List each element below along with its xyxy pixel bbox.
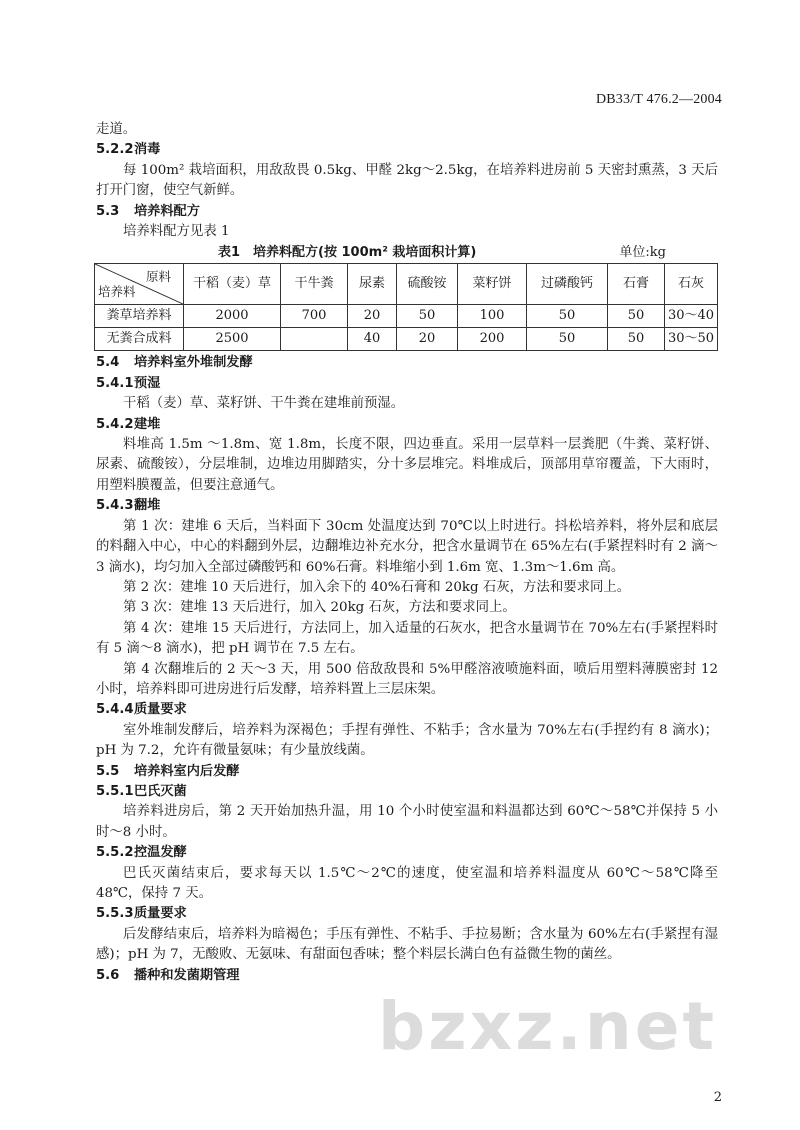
section-heading bbox=[96, 904, 718, 924]
section-heading bbox=[96, 374, 718, 394]
section-title: 消毒 bbox=[134, 142, 161, 158]
table-cell: 50 bbox=[608, 328, 665, 351]
page-number: 2 bbox=[713, 1090, 722, 1105]
section-heading bbox=[96, 843, 718, 863]
paragraph: 第 4 次：建堆 15 天后进行，方法同上，加入适量的石灰水，把含水量调节在 70%左右(手紧捏料时有 5 滴～8 滴水)，把 pH 调节在 7.5 左右。 bbox=[96, 620, 718, 657]
paragraph: 每 100m² 栽培面积，用敌敌畏 0.5kg、甲醛 2kg～2.5kg，在培养料进房前 5 天密封熏蒸，3 天后打开门窗，使空气新鲜。 bbox=[96, 162, 718, 199]
section-number: 5.4 bbox=[96, 355, 120, 371]
section-heading bbox=[96, 140, 718, 160]
section-title: 预湿 bbox=[134, 375, 161, 391]
section-number: 5.4.2 bbox=[96, 416, 134, 432]
document-body bbox=[96, 120, 718, 986]
section-number: 5.5.1 bbox=[96, 783, 134, 799]
table-row bbox=[95, 305, 718, 328]
section-number: 5.5 bbox=[96, 763, 120, 779]
section-title: 质量要求 bbox=[134, 702, 187, 718]
section-number: 5.6 bbox=[96, 967, 120, 983]
table-cell: 20 bbox=[397, 328, 458, 351]
section-heading bbox=[96, 353, 718, 373]
section-heading bbox=[96, 700, 718, 720]
table-cell: 2500 bbox=[184, 328, 281, 351]
column-header: 硫酸铵 bbox=[397, 264, 458, 305]
watermark: bzxz.net bbox=[378, 988, 718, 1065]
column-header: 石灰 bbox=[665, 264, 718, 305]
section-heading bbox=[96, 762, 718, 782]
section-number: 5.4.1 bbox=[96, 375, 134, 391]
section-heading bbox=[96, 966, 718, 986]
section-number: 5.4.4 bbox=[96, 702, 134, 718]
section-title: 质量要求 bbox=[134, 906, 187, 922]
section-heading bbox=[96, 496, 718, 516]
column-header: 菜籽饼 bbox=[458, 264, 527, 305]
section-number: 5.3 bbox=[96, 203, 120, 219]
table-cell: 700 bbox=[281, 305, 348, 328]
table-cell: 20 bbox=[348, 305, 397, 328]
diagonal-bottom-label: 培养料 bbox=[98, 284, 136, 300]
section-heading bbox=[96, 202, 718, 222]
table-cell: 40 bbox=[348, 328, 397, 351]
paragraph: 第 1 次：建堆 6 天后，当料面下 30cm 处温度达到 70℃以上时进行。抖松培养料，将外层和底层的料翻入中心，中心的料翻到外层，边翻堆边补充水分，把含水量调节在 65%左右(手紧捏料时有 2 滴～3 滴水)，均匀加入全部过磷酸钙和 60%石膏。料堆缩小到 1.6m 宽、1.3m～1.6m 高。 bbox=[96, 518, 718, 575]
table-caption: 表1 培养料配方(按 100m² 栽培面积计算) bbox=[218, 245, 477, 261]
table-unit: 单位:kg bbox=[619, 245, 666, 261]
paragraph: 第 2 次：建堆 10 天后进行，加入余下的 40%石膏和 20kg 石灰，方法和要求同上。 bbox=[123, 579, 631, 595]
column-header: 过磷酸钙 bbox=[527, 264, 608, 305]
table-cell: 50 bbox=[397, 305, 458, 328]
section-title: 播种和发菌期管理 bbox=[134, 967, 240, 983]
section-number: 5.2.2 bbox=[96, 142, 134, 158]
section-heading bbox=[96, 782, 718, 802]
column-header: 干稻（麦）草 bbox=[184, 264, 281, 305]
column-header: 石膏 bbox=[608, 264, 665, 305]
paragraph: 第 4 次翻堆后的 2 天～3 天，用 500 倍敌敌畏和 5%甲醛溶液喷施料面，喷后用塑料薄膜密封 12 小时，培养料即可进房进行后发酵，培养料置上三层床架。 bbox=[96, 661, 718, 697]
table-cell: 30～50 bbox=[665, 328, 718, 351]
document-id: DB33/T 476.2—2004 bbox=[595, 92, 722, 107]
table-header-row bbox=[95, 264, 718, 305]
row-label: 无粪合成料 bbox=[95, 328, 184, 351]
table-cell: 50 bbox=[527, 305, 608, 328]
section-number: 5.5.3 bbox=[96, 906, 134, 922]
section-title: 培养料室外堆制发酵 bbox=[134, 355, 253, 371]
section-number: 5.5.2 bbox=[96, 845, 134, 861]
paragraph: 第 3 次：建堆 13 天后进行，加入 20kg 石灰，方法和要求同上。 bbox=[123, 600, 516, 616]
formula-table bbox=[94, 263, 718, 351]
table-cell: 50 bbox=[527, 328, 608, 351]
section-heading bbox=[96, 415, 718, 435]
paragraph: 干稻（麦）草、菜籽饼、干牛粪在建堆前预湿。 bbox=[123, 396, 405, 412]
section-title: 翻堆 bbox=[134, 498, 161, 514]
table-cell: 50 bbox=[608, 305, 665, 328]
column-header: 干牛粪 bbox=[281, 264, 348, 305]
paragraph: 培养料配方见表 1 bbox=[123, 224, 230, 240]
row-label: 粪草培养料 bbox=[95, 305, 184, 328]
section-title: 巴氏灭菌 bbox=[134, 783, 187, 799]
paragraph: 室外堆制发酵后，培养料为深褐色；手捏有弹性、不粘手；含水量为 70%左右(手捏约有 8 滴水)；pH 为 7.2，允许有微量氨味；有少量放线菌。 bbox=[96, 722, 718, 759]
table-cell: 30～40 bbox=[665, 305, 718, 328]
paragraph: 料堆高 1.5m ～1.8m、宽 1.8m，长度不限，四边垂直。采用一层草料一层粪肥（牛粪、菜籽饼、尿素、硫酸铵），分层堆制，边堆边用脚踏实，分十多层堆完。料堆成后，顶部用草帘覆盖，下大雨时，用塑料膜覆盖，但要注意通气。 bbox=[96, 437, 718, 493]
table-cell: 100 bbox=[458, 305, 527, 328]
table-caption-row bbox=[96, 243, 718, 263]
section-title: 建堆 bbox=[134, 416, 161, 432]
diagonal-top-label: 原料 bbox=[145, 269, 171, 285]
diagonal-header-cell bbox=[95, 264, 184, 305]
paragraph: 巴氏灭菌结束后，要求每天以 1.5℃～2℃的速度，使室温和培养料温度从 60℃～58℃降至 48℃，保持 7 天。 bbox=[96, 865, 718, 901]
section-title: 培养料配方 bbox=[134, 203, 200, 219]
paragraph: 培养料进房后，第 2 天开始加热升温，用 10 个小时使室温和料温都达到 60℃～58℃并保持 5 小时～8 小时。 bbox=[96, 804, 718, 840]
table-cell: 2000 bbox=[184, 305, 281, 328]
column-header: 尿素 bbox=[348, 264, 397, 305]
paragraph: 走道。 bbox=[96, 122, 137, 137]
section-number: 5.4.3 bbox=[96, 498, 134, 514]
paragraph: 后发酵结束后，培养料为暗褐色；手压有弹性、不粘手、手拉易断；含水量为 60%左右(手紧捏有湿感)；pH 为 7，无酸败、无氨味、有甜面包香味；整个料层长满白色有益微生物的菌丝。 bbox=[96, 926, 718, 963]
table-row bbox=[95, 328, 718, 351]
table-cell: 200 bbox=[458, 328, 527, 351]
section-title: 培养料室内后发酵 bbox=[134, 763, 240, 779]
section-title: 控温发酵 bbox=[134, 845, 187, 861]
table-cell bbox=[281, 328, 348, 351]
